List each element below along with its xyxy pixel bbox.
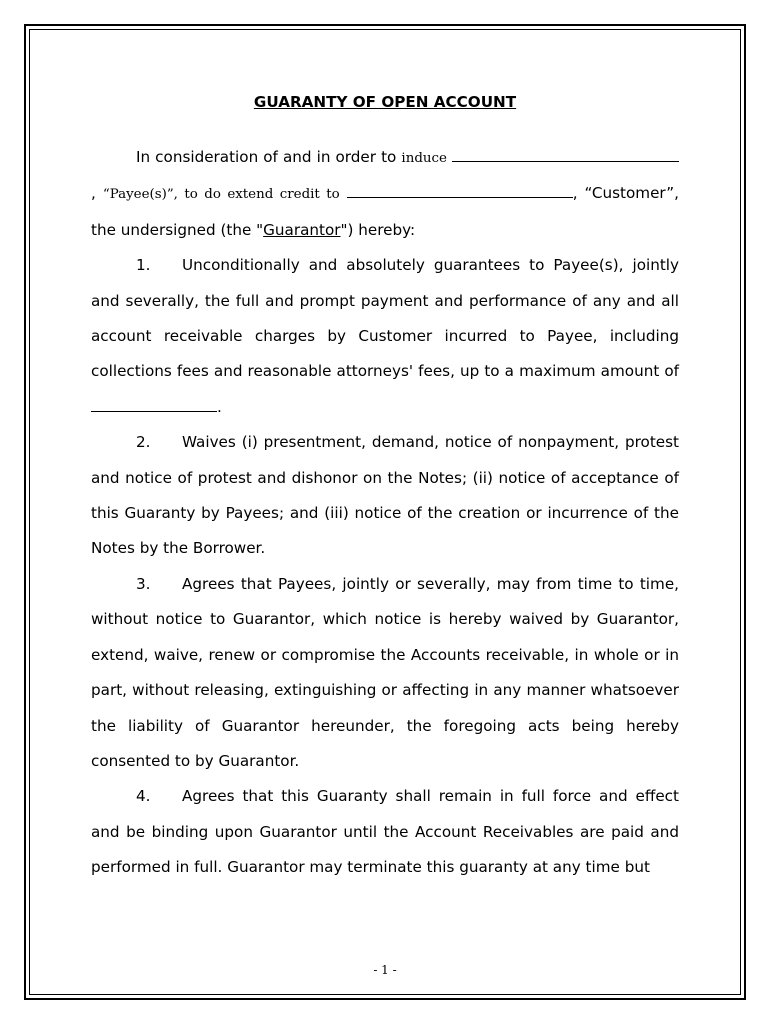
intro-text-3b: ") hereby: (340, 220, 416, 239)
intro-text-3a: undersigned (the " (120, 220, 264, 239)
clause-3-number: 3. (136, 574, 151, 593)
clause-1 (91, 248, 679, 425)
intro-comma: , (91, 184, 96, 203)
document-body (91, 90, 679, 886)
intro-customer-text: , “Customer”, the (91, 184, 679, 239)
intro-induce: induce (401, 151, 447, 166)
intro-paragraph (91, 140, 679, 248)
maximum-amount-blank[interactable] (91, 397, 217, 412)
intro-text-1: In consideration of and in order to (136, 148, 402, 166)
clause-2 (91, 425, 679, 567)
clause-1-number: 1. (136, 256, 151, 275)
clause-4-number: 4. (136, 787, 151, 806)
payee-name-blank[interactable] (452, 147, 679, 162)
clause-3 (91, 567, 679, 779)
intro-payee-text: “Payee(s)”, to do extend credit to (102, 187, 340, 203)
clause-2-number: 2. (136, 433, 151, 452)
clause-4 (91, 779, 679, 885)
clause-1-text: Unconditionally and absolutely guarantees to Payee(s), jointly and severally, the full and prompt payment and performance of any and all account receivable charges by Customer incurred to Payee, including collections fees and reasonable attorneys' fees, up to a maximum amount of (91, 256, 679, 381)
document-title: GUARANTY OF OPEN ACCOUNT (253, 93, 517, 111)
clause-1-tail: . (217, 397, 222, 416)
page-number: - 1 - (373, 963, 397, 977)
clause-3-text: Agrees that Payees, jointly or severally, may from time to time, without notice to Guarantor, which notice is hereby waived by Guarantor, extend, waive, renew or compromise the Accounts receivable, in whole or in part, without releasing, extinguishing or affecting in any manner whatsoever the liability of Guarantor hereunder, the foregoing acts being hereby consented to by Guarantor. (91, 574, 679, 770)
customer-name-blank[interactable] (347, 183, 573, 198)
clause-2-text: Waives (i) presentment, demand, notice of nonpayment, protest and notice of protest and dishonor on the Notes; (ii) notice of acceptance of this Guaranty by Payees; and (iii) notice of the creation or incurrence of the Notes by the Borrower. (91, 433, 679, 558)
guarantor-term: Guarantor (263, 220, 341, 239)
clause-4-text: Agrees that this Guaranty shall remain in full force and effect and be binding upon Guarantor until the Account Receivables are paid and performed in full. Guarantor may terminate this guaranty at any time but (91, 787, 679, 877)
